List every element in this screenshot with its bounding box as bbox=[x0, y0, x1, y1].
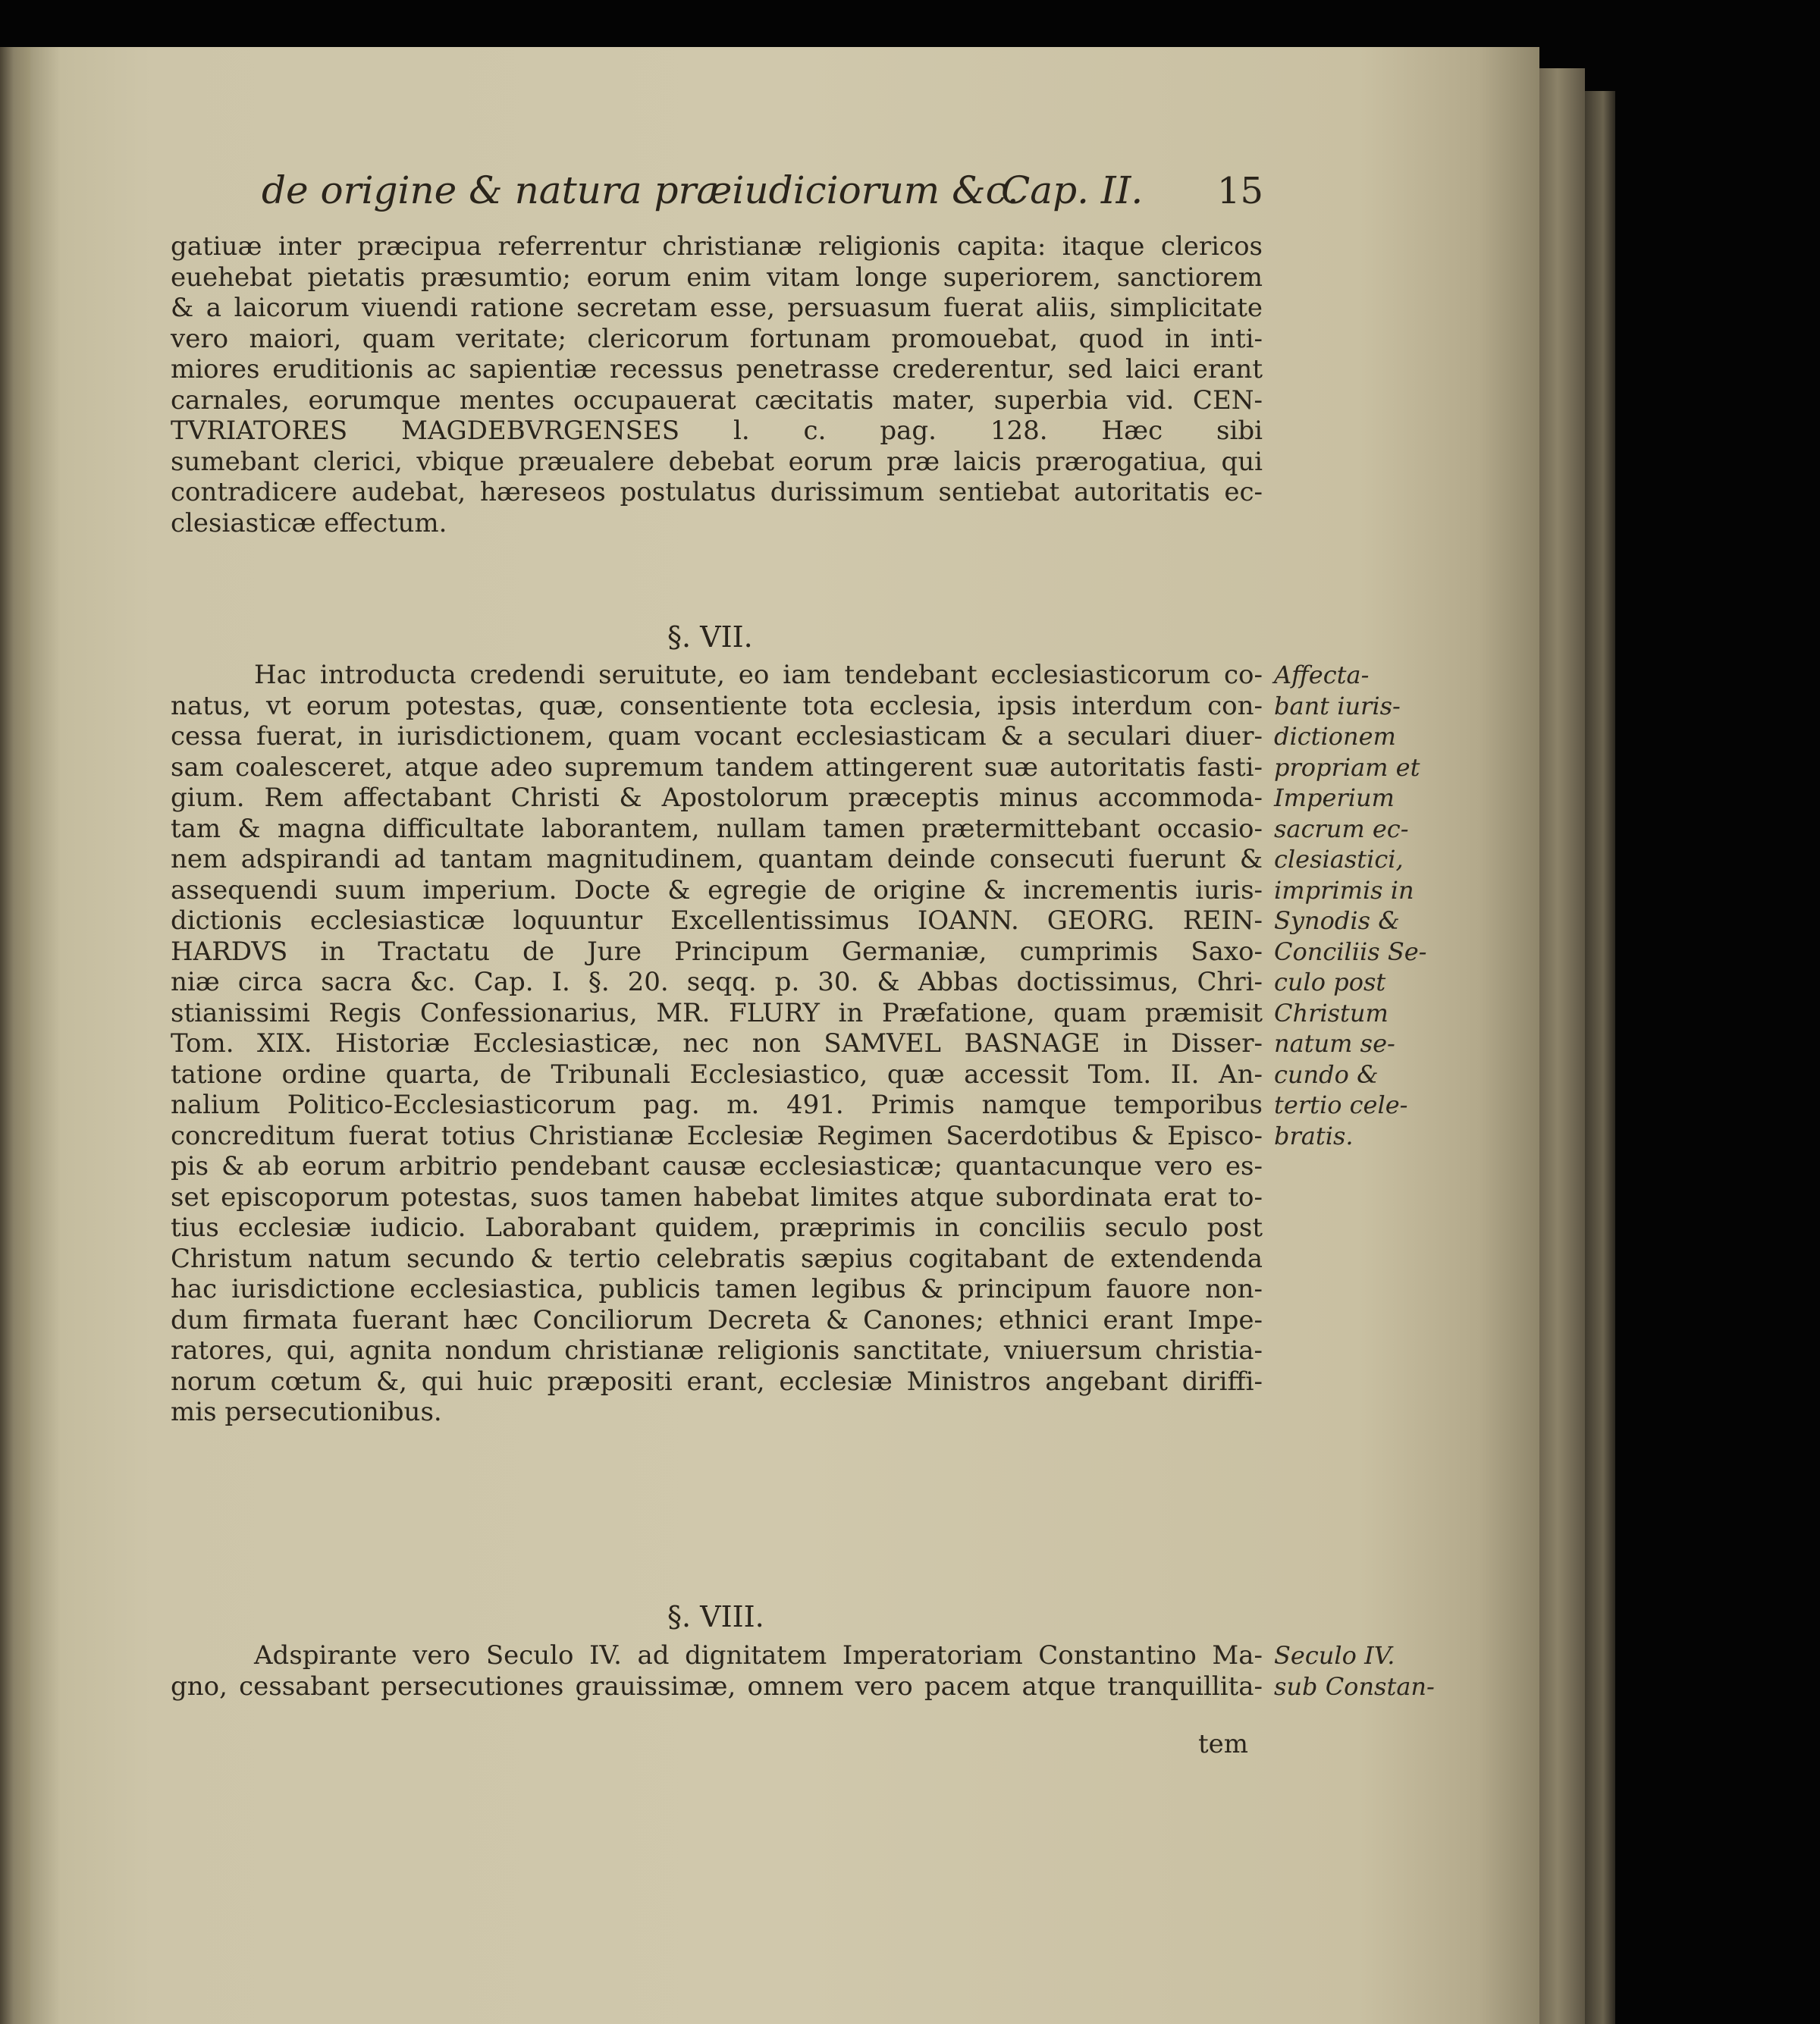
text-line: tatione ordine quarta, de Tribunali Ecclesiastico, quæ accessit Tom. II. An- bbox=[171, 1059, 1263, 1090]
margin-note-line: sacrum ec- bbox=[1274, 814, 1409, 843]
catchword: tem bbox=[1198, 1729, 1249, 1759]
text-line: TVRIATORES MAGDEBVRGENSES l. c. pag. 128. Hæc sibi bbox=[171, 416, 1263, 446]
margin-note-line: Imperium bbox=[1274, 783, 1395, 812]
page-stack-edge bbox=[1539, 68, 1585, 2024]
text-line: hac iurisdictione ecclesiastica, publicis tamen legibus & principum fauore non- bbox=[171, 1274, 1263, 1304]
text-line: mis persecutionibus. bbox=[171, 1397, 442, 1427]
section-8-margin-note bbox=[1274, 1640, 1435, 1702]
text-line: Hac introducta credendi seruitute, eo iam tendebant ecclesiasticorum co- bbox=[254, 660, 1263, 690]
margin-note-line: Synodis & bbox=[1274, 906, 1400, 935]
margin-note-line: propriam et bbox=[1274, 752, 1420, 782]
margin-note-line: bratis. bbox=[1274, 1121, 1354, 1150]
margin-note-line: tertio cele- bbox=[1274, 1090, 1408, 1119]
text-line: gium. Rem affectabant Christi & Apostolorum præceptis minus accommoda- bbox=[171, 783, 1263, 813]
section-heading-8: §. VIII. bbox=[667, 1600, 764, 1633]
text-line: Adspirante vero Seculo IV. ad dignitatem Imperatoriam Constantino Ma- bbox=[254, 1640, 1263, 1671]
text-line: euehebat pietatis præsumtio; eorum enim vitam longe superiorem, sanctiorem bbox=[171, 262, 1263, 293]
text-line: nalium Politico-Ecclesiasticorum pag. m. 491. Primis namque temporibus bbox=[171, 1090, 1263, 1120]
margin-note-line: imprimis in bbox=[1274, 875, 1414, 905]
text-line: assequendi suum imperium. Docte & egregie de origine & incrementis iuris- bbox=[171, 874, 1263, 905]
margin-note-line: Christum bbox=[1274, 998, 1389, 1028]
text-line: vero maiori, quam veritate; clericorum fortunam promouebat, quod in inti- bbox=[171, 323, 1263, 354]
margin-note-line: Conciliis Se- bbox=[1274, 937, 1427, 966]
margin-note-line: natum se- bbox=[1274, 1029, 1395, 1058]
margin-note-line: Affecta- bbox=[1274, 661, 1370, 689]
text-line: contradicere audebat, hæreseos postulatus durissimum sentiebat autoritatis ec- bbox=[171, 477, 1263, 507]
section-7-margin-note bbox=[1274, 660, 1427, 1151]
text-line: gno, cessabant persecutiones grauissimæ, omnem vero pacem atque tranquillita- bbox=[171, 1671, 1263, 1702]
text-line: tam & magna difficultate laborantem, nullam tamen prætermittebant occasio- bbox=[171, 813, 1263, 844]
text-line: HARDVS in Tractatu de Jure Principum Germaniæ, cumprimis Saxo- bbox=[171, 936, 1263, 967]
text-line: dictionis ecclesiasticæ loquuntur Excellentissimus IOANN. GEORG. REIN- bbox=[171, 905, 1263, 936]
margin-note-line: clesiastici, bbox=[1274, 845, 1404, 874]
header-chapter: Cap. II. bbox=[1001, 168, 1144, 212]
text-line: carnales, eorumque mentes occupauerat cæcitatis mater, superbia vid. CEN- bbox=[171, 384, 1263, 416]
text-line: stianissimi Regis Confessionarius, MR. FLURY in Præfatione, quam præmisit bbox=[171, 997, 1263, 1028]
margin-note-line: bant iuris- bbox=[1274, 691, 1401, 720]
margin-note-line: culo post bbox=[1274, 968, 1386, 996]
header-title: de origine & natura præiudiciorum &c. bbox=[262, 168, 1019, 212]
text-line: cessa fuerat, in iurisdictionem, quam vocant ecclesiasticam & a seculari diuer- bbox=[171, 721, 1263, 752]
paragraph-continuation bbox=[171, 231, 1263, 538]
section-7-body bbox=[171, 660, 1263, 1428]
text-line: & a laicorum viuendi ratione secretam esse, persuasum fuerat aliis, simplicitate bbox=[171, 293, 1263, 323]
text-line: clesiasticæ effectum. bbox=[171, 507, 447, 538]
text-line: norum cœtum &, qui huic præpositi erant, ecclesiæ Ministros angebant diriffi- bbox=[171, 1366, 1263, 1397]
text-line: set episcoporum potestas, suos tamen habebat limites atque subordinata erat to- bbox=[171, 1181, 1263, 1213]
text-line: gatiuæ inter præcipua referrentur christianæ religionis capita: itaque clericos bbox=[171, 231, 1263, 262]
section-8-body bbox=[171, 1640, 1263, 1702]
text-line: Christum natum secundo & tertio celebratis sæpius cogitabant de extendenda bbox=[171, 1243, 1263, 1274]
text-line: sam coalesceret, atque adeo supremum tandem attingerent suæ autoritatis fasti- bbox=[171, 752, 1263, 783]
text-line: dum firmata fuerant hæc Conciliorum Decreta & Canones; ethnici erant Impe- bbox=[171, 1304, 1263, 1335]
text-line: natus, vt eorum potestas, quæ, consentiente tota ecclesia, ipsis interdum con- bbox=[171, 690, 1263, 721]
margin-note-line: dictionem bbox=[1274, 722, 1396, 751]
margin-note-line: sub Constan- bbox=[1274, 1671, 1435, 1701]
text-line: pis & ab eorum arbitrio pendebant causæ ecclesiasticæ; quantacunque vero es- bbox=[171, 1151, 1263, 1181]
text-line: Tom. XIX. Historiæ Ecclesiasticæ, nec non SAMVEL BASNAGE in Disser- bbox=[171, 1028, 1263, 1059]
text-line: nem adspirandi ad tantam magnitudinem, quantam deinde consecuti fuerunt & bbox=[171, 844, 1263, 874]
book-cover-edge bbox=[1585, 91, 1615, 2024]
text-line: ratores, qui, agnita nondum christianæ religionis sanctitate, vniuersum christia- bbox=[171, 1335, 1263, 1366]
text-line: concreditum fuerat totius Christianæ Ecclesiæ Regimen Sacerdotibus & Episco- bbox=[171, 1120, 1263, 1151]
margin-note-line: Seculo IV. bbox=[1274, 1641, 1395, 1670]
facing-page-edge bbox=[0, 47, 30, 2024]
margin-note-line: cundo & bbox=[1274, 1059, 1379, 1089]
page-number: 15 bbox=[1217, 170, 1264, 212]
text-line: tius ecclesiæ iudicio. Laborabant quidem, præprimis in conciliis seculo post bbox=[171, 1213, 1263, 1243]
section-heading-7: §. VII. bbox=[667, 620, 753, 654]
text-line: niæ circa sacra &c. Cap. I. §. 20. seqq. p. 30. & Abbas doctissimus, Chri- bbox=[171, 967, 1263, 997]
text-line: sumebant clerici, vbique præualere debebat eorum præ laicis prærogatiua, qui bbox=[171, 446, 1263, 477]
text-line: miores eruditionis ac sapientiæ recessus penetrasse crederentur, sed laici erant bbox=[171, 354, 1263, 384]
